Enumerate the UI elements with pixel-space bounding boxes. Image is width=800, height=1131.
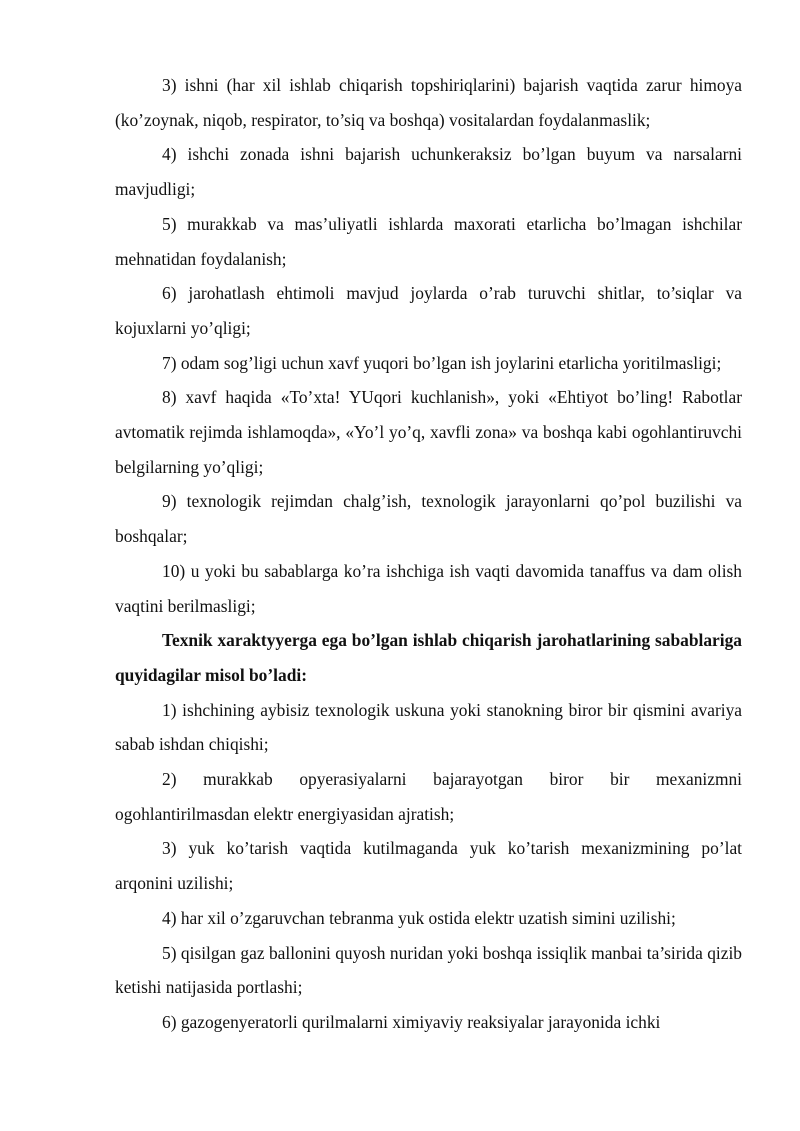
paragraph: 5) qisilgan gaz ballonini quyosh nuridan yoki boshqa issiqlik manbai ta’sirida qizib ketishi natijasida portlashi;	[115, 942, 742, 998]
paragraph: 2) murakkab opyerasiyalarni bajarayotgan biror bir mexanizmni ogohlantirilmasdan elektr energiyasidan ajratish;	[115, 769, 742, 824]
paragraph: 4) har xil o’zgaruvchan tebranma yuk ostida elektr uzatish simini uzilishi;	[162, 907, 676, 928]
paragraph: 7) odam sog’ligi uchun xavf yuqori bo’lgan ish joylarini etarlicha yoritilmasligi;	[162, 352, 722, 373]
paragraph: 3) ishni (har xil ishlab chiqarish topshiriqlarini) bajarish vaqtida zarur himoya (ko’zoynak, niqob, respirator, to’siq va boshqa) vositalardan foydalanmaslik;	[115, 75, 742, 130]
paragraph: 6) jarohatlash ehtimoli mavjud joylarda o’rab turuvchi shitlar, to’siqlar va kojuxlarni yo’qligi;	[115, 283, 742, 338]
document-page	[115, 68, 742, 1040]
section-heading-paragraph: Texnik xaraktyyerga ega bo’lgan ishlab chiqarish jarohatlarining sabablariga quyidagilar misol bo’ladi:	[115, 630, 742, 685]
paragraph: 6) gazogenyeratorli qurilmalarni ximiyaviy reaksiyalar jarayonida ichki	[162, 1011, 661, 1032]
paragraph: 10) u yoki bu sabablarga ko’ra ishchiga ish vaqti davomida tanaffus va dam olish vaqtini berilmasligi;	[115, 560, 742, 616]
paragraph: 8) xavf haqida «To’xta! YUqori kuchlanish», yoki «Ehtiyot bo’ling! Rabotlar avtomatik rejimda ishlamoqda», «Yo’l yo’q, xavfli zona» va boshqa kabi ogohlantiruvchi belgilarning yo’qligi;	[115, 387, 742, 477]
paragraph: 1) ishchining aybisiz texnologik uskuna yoki stanokning biror bir qismini avariya sabab ishdan chiqishi;	[115, 699, 742, 755]
paragraph: 5) murakkab va mas’uliyatli ishlarda maxorati etarlicha bo’lmagan ishchilar mehnatidan foydalanish;	[115, 213, 742, 269]
paragraph: 3) yuk ko’tarish vaqtida kutilmaganda yuk ko’tarish mexanizmining po’lat arqonini uzilishi;	[115, 838, 742, 894]
paragraph: 4) ishchi zonada ishni bajarish uchunkeraksiz bo’lgan buyum va narsalarni mavjudligi;	[115, 144, 742, 200]
paragraph: 9) texnologik rejimdan chalg’ish, texnologik jarayonlarni qo’pol buzilishi va boshqalar;	[115, 491, 742, 547]
